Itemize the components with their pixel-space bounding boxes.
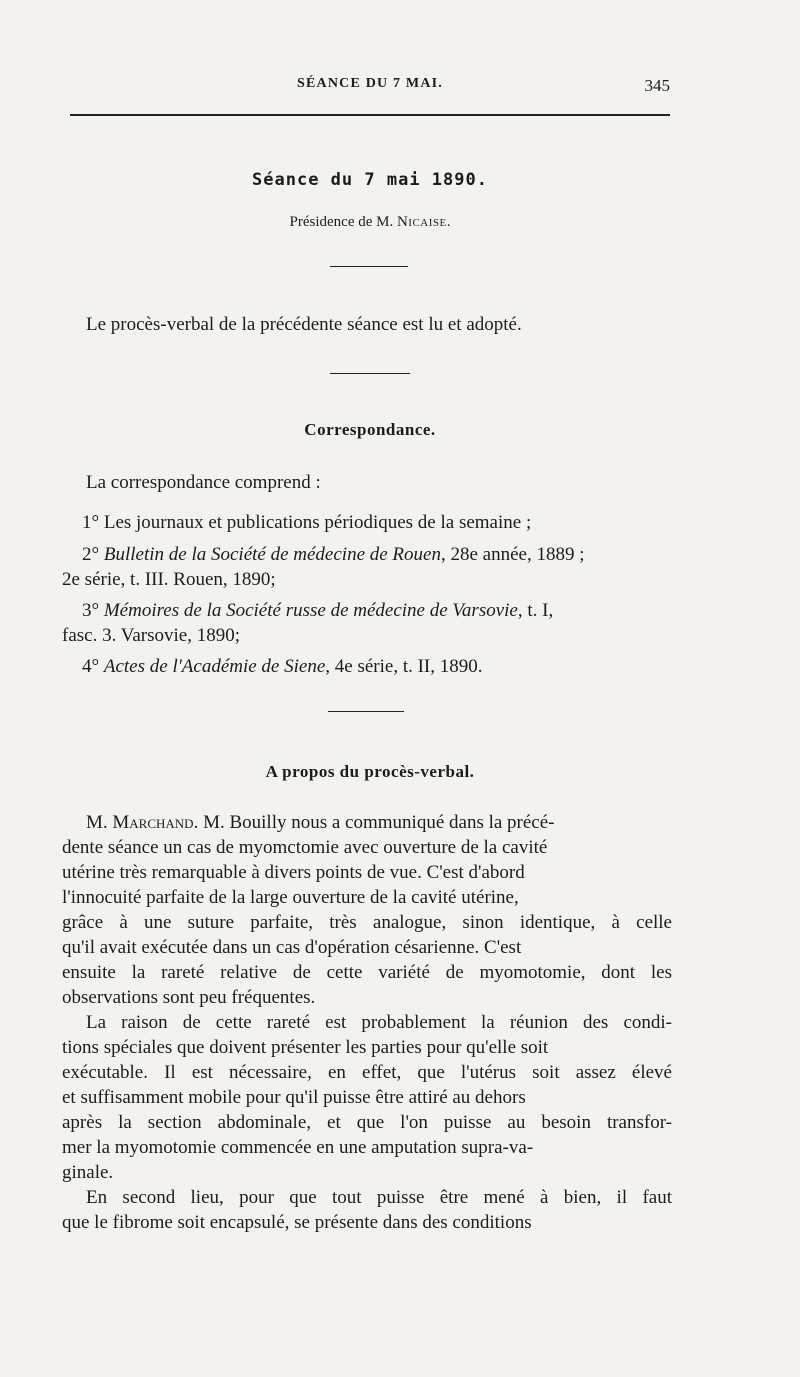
- apropos-p3-line: que le fibrome soit encapsulé, se présente dans des conditions: [62, 1212, 532, 1233]
- item-3-title: Mémoires de la Société russe de médecine de Varsovie: [103, 600, 518, 621]
- correspondance-item-3: [82, 598, 692, 623]
- apropos-p1-line: [86, 810, 672, 835]
- item-3-number: 3°: [82, 600, 104, 621]
- apropos-p2-line: et suffisamment mobile pour qu'il puisse être attiré au dehors: [62, 1087, 526, 1108]
- correspondance-item-2-cont: 2e série, t. III. Rouen, 1890;: [62, 569, 276, 590]
- presidence-suffix: .: [446, 214, 451, 230]
- apropos-p3-line: En second lieu, pour que tout puisse être mené à bien, il faut: [86, 1187, 672, 1208]
- apropos-p2-line: mer la myomotomie commencée en une amputation supra-va-: [62, 1137, 534, 1158]
- apropos-p1-line: ensuite la rareté relative de cette variété de myomotomie, dont les: [62, 962, 672, 983]
- separator-rule: [330, 266, 408, 267]
- item-4-rest: , 4e série, t. II, 1890.: [325, 656, 483, 677]
- page-number: 345: [644, 76, 670, 95]
- apropos-heading: A propos du procès-verbal.: [265, 762, 475, 781]
- p1-line-1: M. Bouilly nous a communiqué dans la précé-: [198, 812, 555, 833]
- president-name: Nicaise: [396, 214, 447, 230]
- apropos-p2-line: ginale.: [62, 1162, 114, 1183]
- item-4-title: Actes de l'Académie de Siene: [103, 656, 326, 677]
- correspondance-item-3-cont: fasc. 3. Varsovie, 1890;: [62, 625, 241, 646]
- apropos-p1-line: qu'il avait exécutée dans un cas d'opération césarienne. C'est: [62, 937, 522, 958]
- separator-rule: [328, 711, 404, 712]
- correspondance-intro: La correspondance comprend :: [86, 472, 321, 493]
- presidence-prefix: Présidence de M.: [289, 214, 397, 230]
- apropos-p1-line: observations sont peu fréquentes.: [62, 987, 316, 1008]
- correspondance-item-1: 1° Les journaux et publications périodiques de la semaine ;: [82, 512, 532, 533]
- apropos-p1-line: dente séance un cas de myomctomie avec ouverture de la cavité: [62, 837, 548, 858]
- session-title: Séance du 7 mai 1890.: [252, 170, 488, 190]
- apropos-p2-line: exécutable. Il est nécessaire, en effet, que l'utérus soit assez élevé: [62, 1062, 672, 1083]
- running-head: [70, 76, 670, 104]
- header-rule: [70, 114, 670, 116]
- apropos-p2-line: tions spéciales que doivent présenter les parties pour qu'elle soit: [62, 1037, 549, 1058]
- item-2-title: Bulletin de la Société de médecine de Rouen: [103, 544, 441, 565]
- apropos-p2-line: La raison de cette rareté est probablement la réunion des condi-: [86, 1012, 672, 1033]
- apropos-p1-line: grâce à une suture parfaite, très analogue, sinon identique, à celle: [62, 912, 672, 933]
- apropos-p2-line: après la section abdominale, et que l'on puisse au besoin transfor-: [62, 1112, 672, 1133]
- correspondance-item-2: [82, 542, 692, 567]
- apropos-p1-line: utérine très remarquable à divers points de vue. C'est d'abord: [62, 862, 525, 883]
- running-head-title: SÉANCE DU 7 MAI.: [297, 76, 443, 91]
- speaker-name: M. Marchand.: [86, 812, 199, 833]
- item-2-number: 2°: [82, 544, 104, 565]
- separator-rule: [330, 373, 410, 374]
- minutes-adopted: Le procès-verbal de la précédente séance est lu et adopté.: [86, 314, 522, 335]
- correspondance-heading: Correspondance.: [304, 420, 436, 439]
- apropos-p1-line: l'innocuité parfaite de la large ouverture de la cavité utérine,: [62, 887, 519, 908]
- item-3-rest: , t. I,: [517, 600, 554, 621]
- correspondance-item-4: [82, 654, 692, 679]
- presidence-line: [70, 214, 670, 231]
- item-4-number: 4°: [82, 656, 104, 677]
- item-2-rest: , 28e année, 1889 ;: [440, 544, 585, 565]
